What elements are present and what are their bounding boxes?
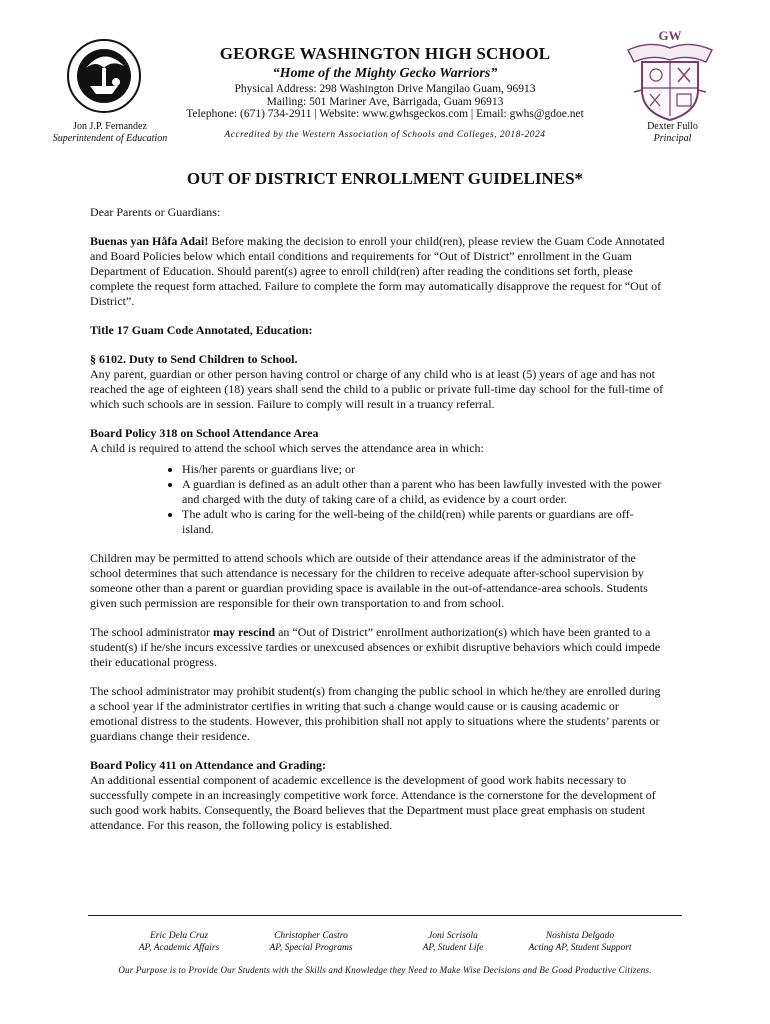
intro-text: Before making the decision to enroll your child(ren), please review the Guam Code Annotated and Board Policies below which entail conditions and requirements for “Out of District” enrollment in the Guam Department of Education. Should parent(s) agree to enroll child(ren) after reading the conditions set forth, please complete the request form attached. Failure to complete the form may automatically disapprove the request for “Out of District”. [90,234,665,308]
school-motto: “Home of the Mighty Gecko Warriors” [272,66,498,81]
superintendent-block [30,121,190,145]
staff-name: Joni Scrisola [428,931,478,941]
list-item: • The adult who is caring for the well-being of the child(ren) while parents or guardians are off-island. [182,507,665,537]
purpose-statement: Our Purpose is to Provide Our Students with the Skills and Knowledge they Need to Make Wise Decisions and Be Good Productive Citizens. [118,965,652,975]
bp318-paragraph-3: The school administrator may prohibit student(s) from changing the public school in which he/they are enrolled during a school year if the administrator certifies in writing that such a change would cause or is causing academic or emotional distress to the students. However, this prohibition shall not apply to situations where the students’ parents or guardians change their residence. [90,684,661,743]
bp318-paragraph-2 [90,625,665,670]
bp318-bullets [90,462,665,537]
staff-title: AP, Special Programs [269,943,353,953]
salutation: Dear Parents or Guardians: [90,205,221,219]
principal-block [615,121,730,145]
accreditation: Accredited by the Western Association of Schools and Colleges, 2018-2024 [224,130,546,140]
list-item: • His/her parents or guardians live; or [182,462,665,477]
bp411-heading: Board Policy 411 on Attendance and Grading: [90,758,327,772]
section-6102-heading: § 6102. Duty to Send Children to School. [90,352,298,366]
staff-title: AP, Academic Affairs [138,943,220,953]
bp318-block [90,426,665,456]
section-6102 [90,352,665,412]
staff-block [505,930,655,954]
footer-divider [88,915,682,916]
superintendent-title: Superintendent of Education [52,133,168,144]
crest-letters: GW [658,28,682,43]
principal-title: Principal [653,133,692,144]
rescind-emphasis: may rescind [212,625,276,639]
rescind-text-before: The school administrator [90,625,213,639]
staff-block [236,930,386,954]
staff-title: Acting AP, Student Support [528,943,632,953]
contact-info: Telephone: (671) 734-2911 | Website: www.gwhsgeckos.com | Email: gwhs@gdoe.net [186,108,584,120]
intro-paragraph [90,234,665,309]
mailing-address: Mailing: 501 Mariner Ave, Barrigada, Guam 96913 [266,96,504,108]
section-6102-text: Any parent, guardian or other person having control or charge of any child who is at least (5) years of age and has not reached the age of eighteen (18) years shall send the child to a public or private full-time day school for the full-time of which such schools are in session. Failure to comply will result in a truancy referral. [90,367,664,411]
bp318-heading: Board Policy 318 on School Attendance Area [90,426,319,440]
document-body [90,205,665,847]
bp318-intro: A child is required to attend the school which serves the attendance area in which: [90,441,484,455]
list-item: • A guardian is defined as an adult other than a parent who has been lawfully invested with the power and charged with the duty of taking care of a child, as evidence by a court order. [182,477,665,507]
rescind-text-after: an “Out of District” enrollment authorization(s) which have been granted to a student(s) if he/she incurs excessive tardies or unexcused absences or exhibit disruptive behaviors which could impede their educational progress. [90,625,661,669]
title17-heading: Title 17 Guam Code Annotated, Education: [90,323,313,337]
principal-name: Dexter Fullo [647,121,698,132]
document-title: OUT OF DISTRICT ENROLLMENT GUIDELINES* [186,169,584,188]
physical-address: Physical Address: 298 Washington Drive Mangilao Guam, 96913 [234,83,536,95]
staff-block [104,930,254,954]
bp411-text: An additional essential component of academic excellence is the development of good work habits necessary to successfully compete in an increasingly competitive work force. Attendance is the cornerstone for the development of such good work habits. Consequently, the Board believes that the Department must place great emphasis on student attendance. For this reason, the following policy is established. [90,773,656,832]
bp318-paragraph-1: Children may be permitted to attend schools which are outside of their attendance areas if the administrator of the school determines that such attendance is necessary for the children to receive adequate after-school supervision by someone other than a parent or guardian providing space is available in the out-of-attendance-area schools. Students given such permission are responsible for their own transportation to and from school. [90,551,648,610]
staff-name: Christopher Castro [274,931,348,941]
staff-name: Noshista Delgado [545,931,615,941]
superintendent-name: Jon J.P. Fernandez [73,121,147,132]
staff-title: AP, Student Life [422,943,484,953]
school-name: GEORGE WASHINGTON HIGH SCHOOL [219,44,551,63]
bp411-block [90,758,665,833]
staff-name: Eric Dela Cruz [149,931,209,941]
greeting: Buenas yan Håfa Adai! [90,234,209,248]
